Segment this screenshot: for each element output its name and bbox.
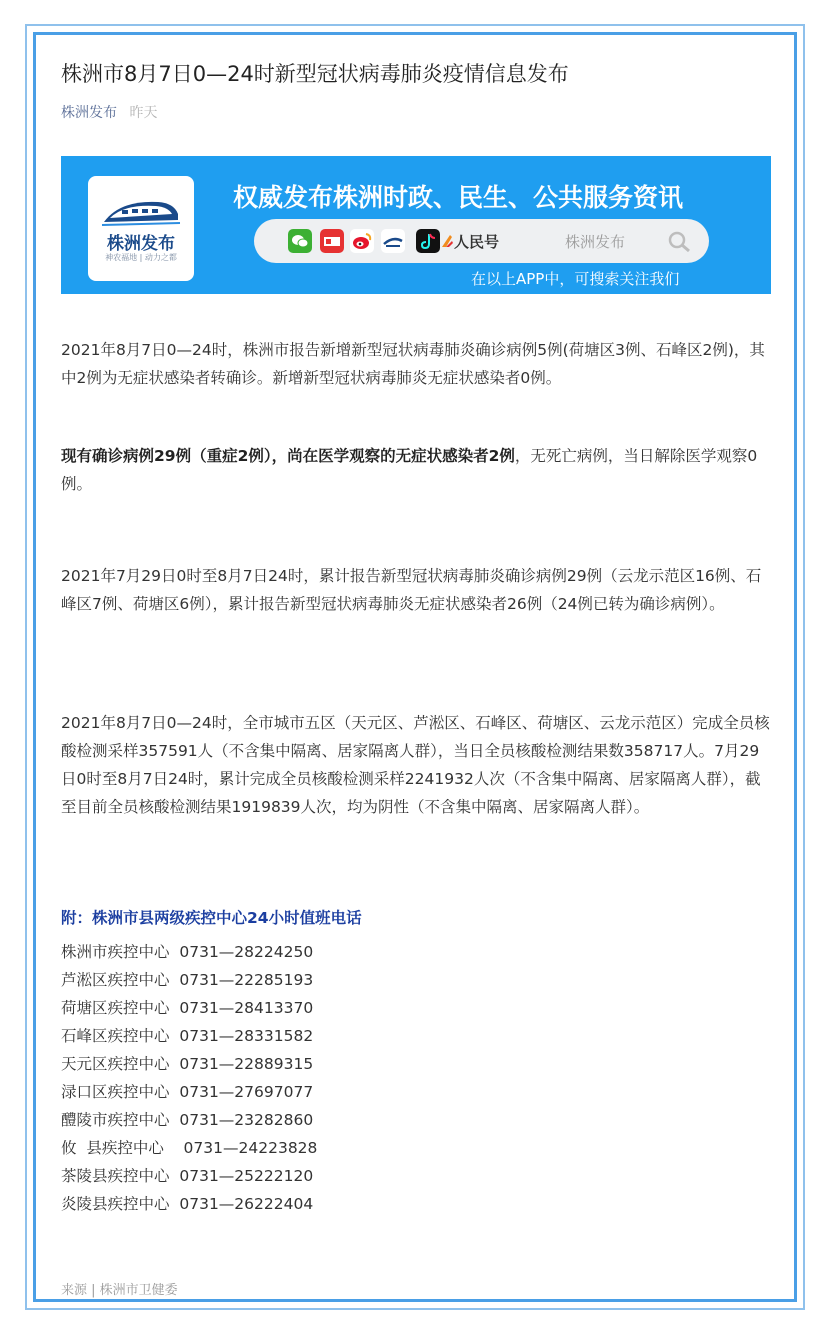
xinhua-icon (381, 229, 405, 253)
logo-subtext: 神农福地 | 动力之都 (105, 253, 177, 262)
train-logo-icon (100, 194, 182, 228)
banner-headline: 权威发布株洲时政、民生、公共服务资讯 (233, 183, 684, 212)
search-icon (666, 229, 692, 255)
renmin-label: 人民号 (454, 233, 500, 251)
publish-date: 昨天 (129, 105, 158, 121)
weibo-icon (350, 229, 374, 253)
search-text: 株洲发布 (565, 233, 626, 251)
list-item: 荷塘区疾控中心 0731—28413370 (61, 999, 314, 1017)
list-item: 株洲市疾控中心 0731—28224250 (61, 943, 314, 961)
paragraph-cumulative: 2021年7月29日0时至8月7日24时，累计报告新型冠状病毒肺炎确诊病例29例（云龙示范区16例、石峰区7例、荷塘区6例），累计报告新型冠状病毒肺炎无症状感染者26例（24例已转为确诊病例）。 (61, 567, 762, 613)
zhuzhou-fabu-logo (88, 176, 194, 281)
list-item: 天元区疾控中心 0731—22889315 (61, 1055, 314, 1073)
promo-banner (61, 156, 771, 294)
renmin-icon (440, 233, 454, 249)
appendix-title: 附：株洲市县两级疾控中心24小时值班电话 (61, 909, 362, 927)
toutiao-icon (320, 229, 344, 253)
paragraph-current-cases (61, 442, 773, 498)
list-item: 攸 县疾控中心 0731—24223828 (61, 1139, 318, 1157)
list-item: 茶陵县疾控中心 0731—25222120 (61, 1167, 314, 1185)
paragraph-nucleic-test: 2021年8月7日0—24时，全市城市五区（天元区、芦淞区、石峰区、荷塘区、云龙示范区）完成全员核酸检测采样357591人（不含集中隔离、居家隔离人群），当日全员核酸检测结果数358717人。7月29日0时至8月7日24时，累计完成全员核酸检测采样2241932人次（不含集中隔离、居家隔离人群），截至目前全员核酸检测结果1919839人次，均为阴性（不含集中隔离、居家隔离人群）。 (61, 714, 770, 816)
list-item: 炎陵县疾控中心 0731—26222404 (61, 1195, 314, 1213)
paragraph-new-cases: 2021年8月7日0—24时，株洲市报告新增新型冠状病毒肺炎确诊病例5例(荷塘区3例、石峰区2例)，其中2例为无症状感染者转确诊。新增新型冠状病毒肺炎无症状感染者0例。 (61, 341, 765, 387)
current-cases-rest: ，无死亡病例，当日解除医学观察0例。 (61, 447, 758, 493)
douyin-icon (416, 229, 440, 253)
banner-tip: 在以上APP中，可搜索关注我们 (471, 270, 680, 288)
list-item: 醴陵市疾控中心 0731—23282860 (61, 1111, 314, 1129)
list-item: 石峰区疾控中心 0731—28331582 (61, 1027, 314, 1045)
wechat-icon (288, 229, 312, 253)
article-meta (61, 102, 157, 122)
list-item: 芦淞区疾控中心 0731—22285193 (61, 971, 314, 989)
phone-list (61, 938, 317, 1218)
logo-text: 株洲发布 (107, 234, 175, 254)
current-cases-bold: 现有确诊病例29例（重症2例），尚在医学观察的无症状感染者2例 (61, 447, 515, 465)
article-title: 株洲市8月7日0—24时新型冠状病毒肺炎疫情信息发布 (61, 62, 569, 86)
source-footer: 来源 | 株洲市卫健委 (61, 1283, 178, 1298)
app-search-bar (254, 219, 709, 263)
source-account-link[interactable]: 株洲发布 (61, 105, 117, 121)
list-item: 渌口区疾控中心 0731—27697077 (61, 1083, 314, 1101)
